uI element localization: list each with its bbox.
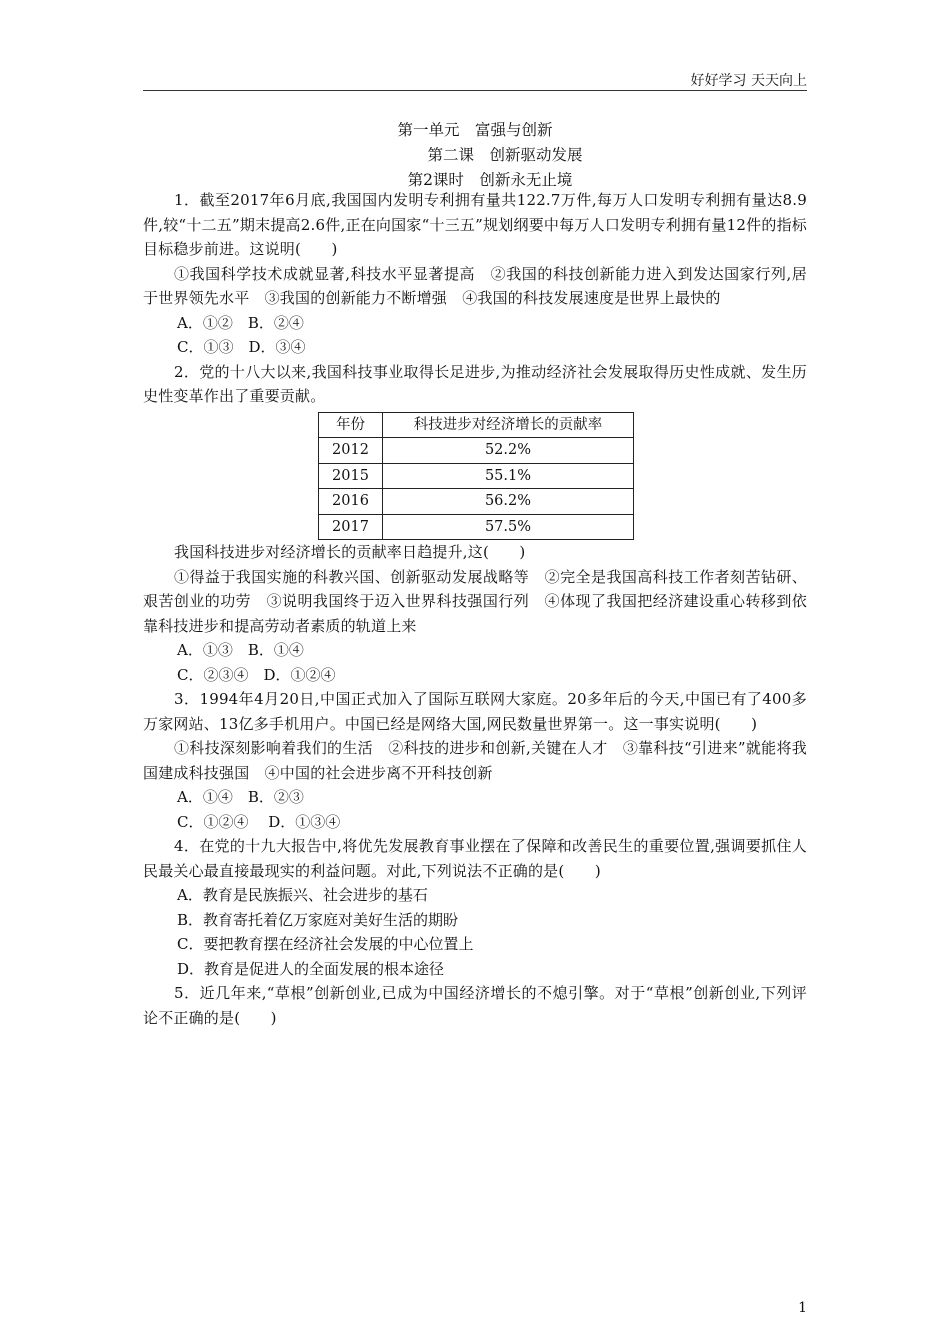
table-header-rate: 科技进步对经济增长的贡献率	[383, 412, 634, 438]
lesson-title: 第二课 创新驱动发展	[427, 146, 583, 164]
section-title: 第2课时 创新永无止境	[407, 171, 573, 189]
q1-stem: 1．截至2017年6月底,我国国内发明专利拥有量共122.7万件,每万人口发明专利拥有量达8.9件,较“十二五”期末提高2.6件,正在向国家“十三五”规划纲要中每万人口发明专利拥有量12件的指标目标稳步前进。这说明( )	[143, 191, 807, 258]
q4-option-d: D．教育是促进人的全面发展的根本途径	[177, 959, 445, 978]
q2-stem: 2．党的十八大以来,我国科技事业取得长足进步,为推动经济社会发展取得历史性成就、发生历史性变革作出了重要贡献。	[143, 362, 807, 405]
table-cell-rate: 52.2%	[383, 438, 634, 464]
table-cell-rate: 56.2%	[383, 489, 634, 515]
q3-options-cd: C．①②④ D．①③④	[177, 812, 341, 831]
table-row	[319, 438, 634, 464]
q3-stem: 3．1994年4月20日,中国正式加入了国际互联网大家庭。20多年后的今天,中国已有了400多万家网站、13亿多手机用户。中国已经是网络大国,网民数量世界第一。这一事实说明( )	[143, 690, 807, 733]
page-header-motto: 好好学习 天天向上	[690, 73, 807, 89]
table-cell-year: 2012	[319, 438, 383, 464]
unit-title: 第一单元 富强与创新	[397, 121, 553, 139]
q3-options-ab: A．①④ B．②③	[177, 788, 304, 806]
table-cell-year: 2017	[319, 514, 383, 540]
q2-lead: 我国科技进步对经济增长的贡献率日趋提升,这( )	[174, 543, 526, 561]
q1-statements: ①我国科学技术成就显著,科技水平显著提高 ②我国的科技创新能力进入到发达国家行列,居于世界领先水平 ③我国的创新能力不断增强 ④我国的科技发展速度是世界上最快的	[143, 264, 807, 307]
q1-options-cd: C．①③ D．③④	[177, 338, 306, 356]
table-cell-year: 2015	[319, 463, 383, 489]
page-number: 1	[798, 1300, 807, 1316]
table-cell-rate: 55.1%	[383, 463, 634, 489]
q4-option-b: B．教育寄托着亿万家庭对美好生活的期盼	[177, 910, 459, 929]
question-list	[143, 188, 807, 1030]
table-row	[319, 463, 634, 489]
q2-data-table	[318, 412, 634, 541]
table-header-year: 年份	[319, 412, 383, 438]
q4-stem: 4．在党的十九大报告中,将优先发展教育事业摆在了保障和改善民生的重要位置,强调要抓住人民最关心最直接最现实的利益问题。对此,下列说法不正确的是( )	[143, 837, 807, 880]
table-cell-year: 2016	[319, 489, 383, 515]
table-row	[319, 514, 634, 540]
header-rule	[143, 90, 807, 91]
table-row	[319, 489, 634, 515]
q1-options-ab: A．①② B．②④	[177, 313, 304, 332]
table-header-row	[319, 412, 634, 438]
q5-stem: 5．近几年来,“草根”创新创业,已成为中国经济增长的不熄引擎。对于“草根”创新创业,下列评论不正确的是( )	[143, 984, 807, 1027]
q4-option-c: C．要把教育摆在经济社会发展的中心位置上	[177, 935, 474, 953]
table-cell-rate: 57.5%	[383, 514, 634, 540]
q4-option-a: A．教育是民族振兴、社会进步的基石	[177, 886, 428, 904]
q2-options-cd: C．②③④ D．①②④	[177, 665, 336, 684]
title-block	[143, 118, 807, 193]
q2-statements: ①得益于我国实施的科教兴国、创新驱动发展战略等 ②完全是我国高科技工作者刻苦钻研、艰苦创业的功劳 ③说明我国终于迈入世界科技强国行列 ④体现了我国把经济建设重心转移到依靠科技进步和提高劳动者素质的轨道上来	[143, 567, 807, 635]
q3-statements: ①科技深刻影响着我们的生活 ②科技的进步和创新,关键在人才 ③靠科技“引进来”就能将我国建成科技强国 ④中国的社会进步离不开科技创新	[143, 739, 807, 782]
q2-options-ab: A．①③ B．①④	[177, 641, 304, 659]
